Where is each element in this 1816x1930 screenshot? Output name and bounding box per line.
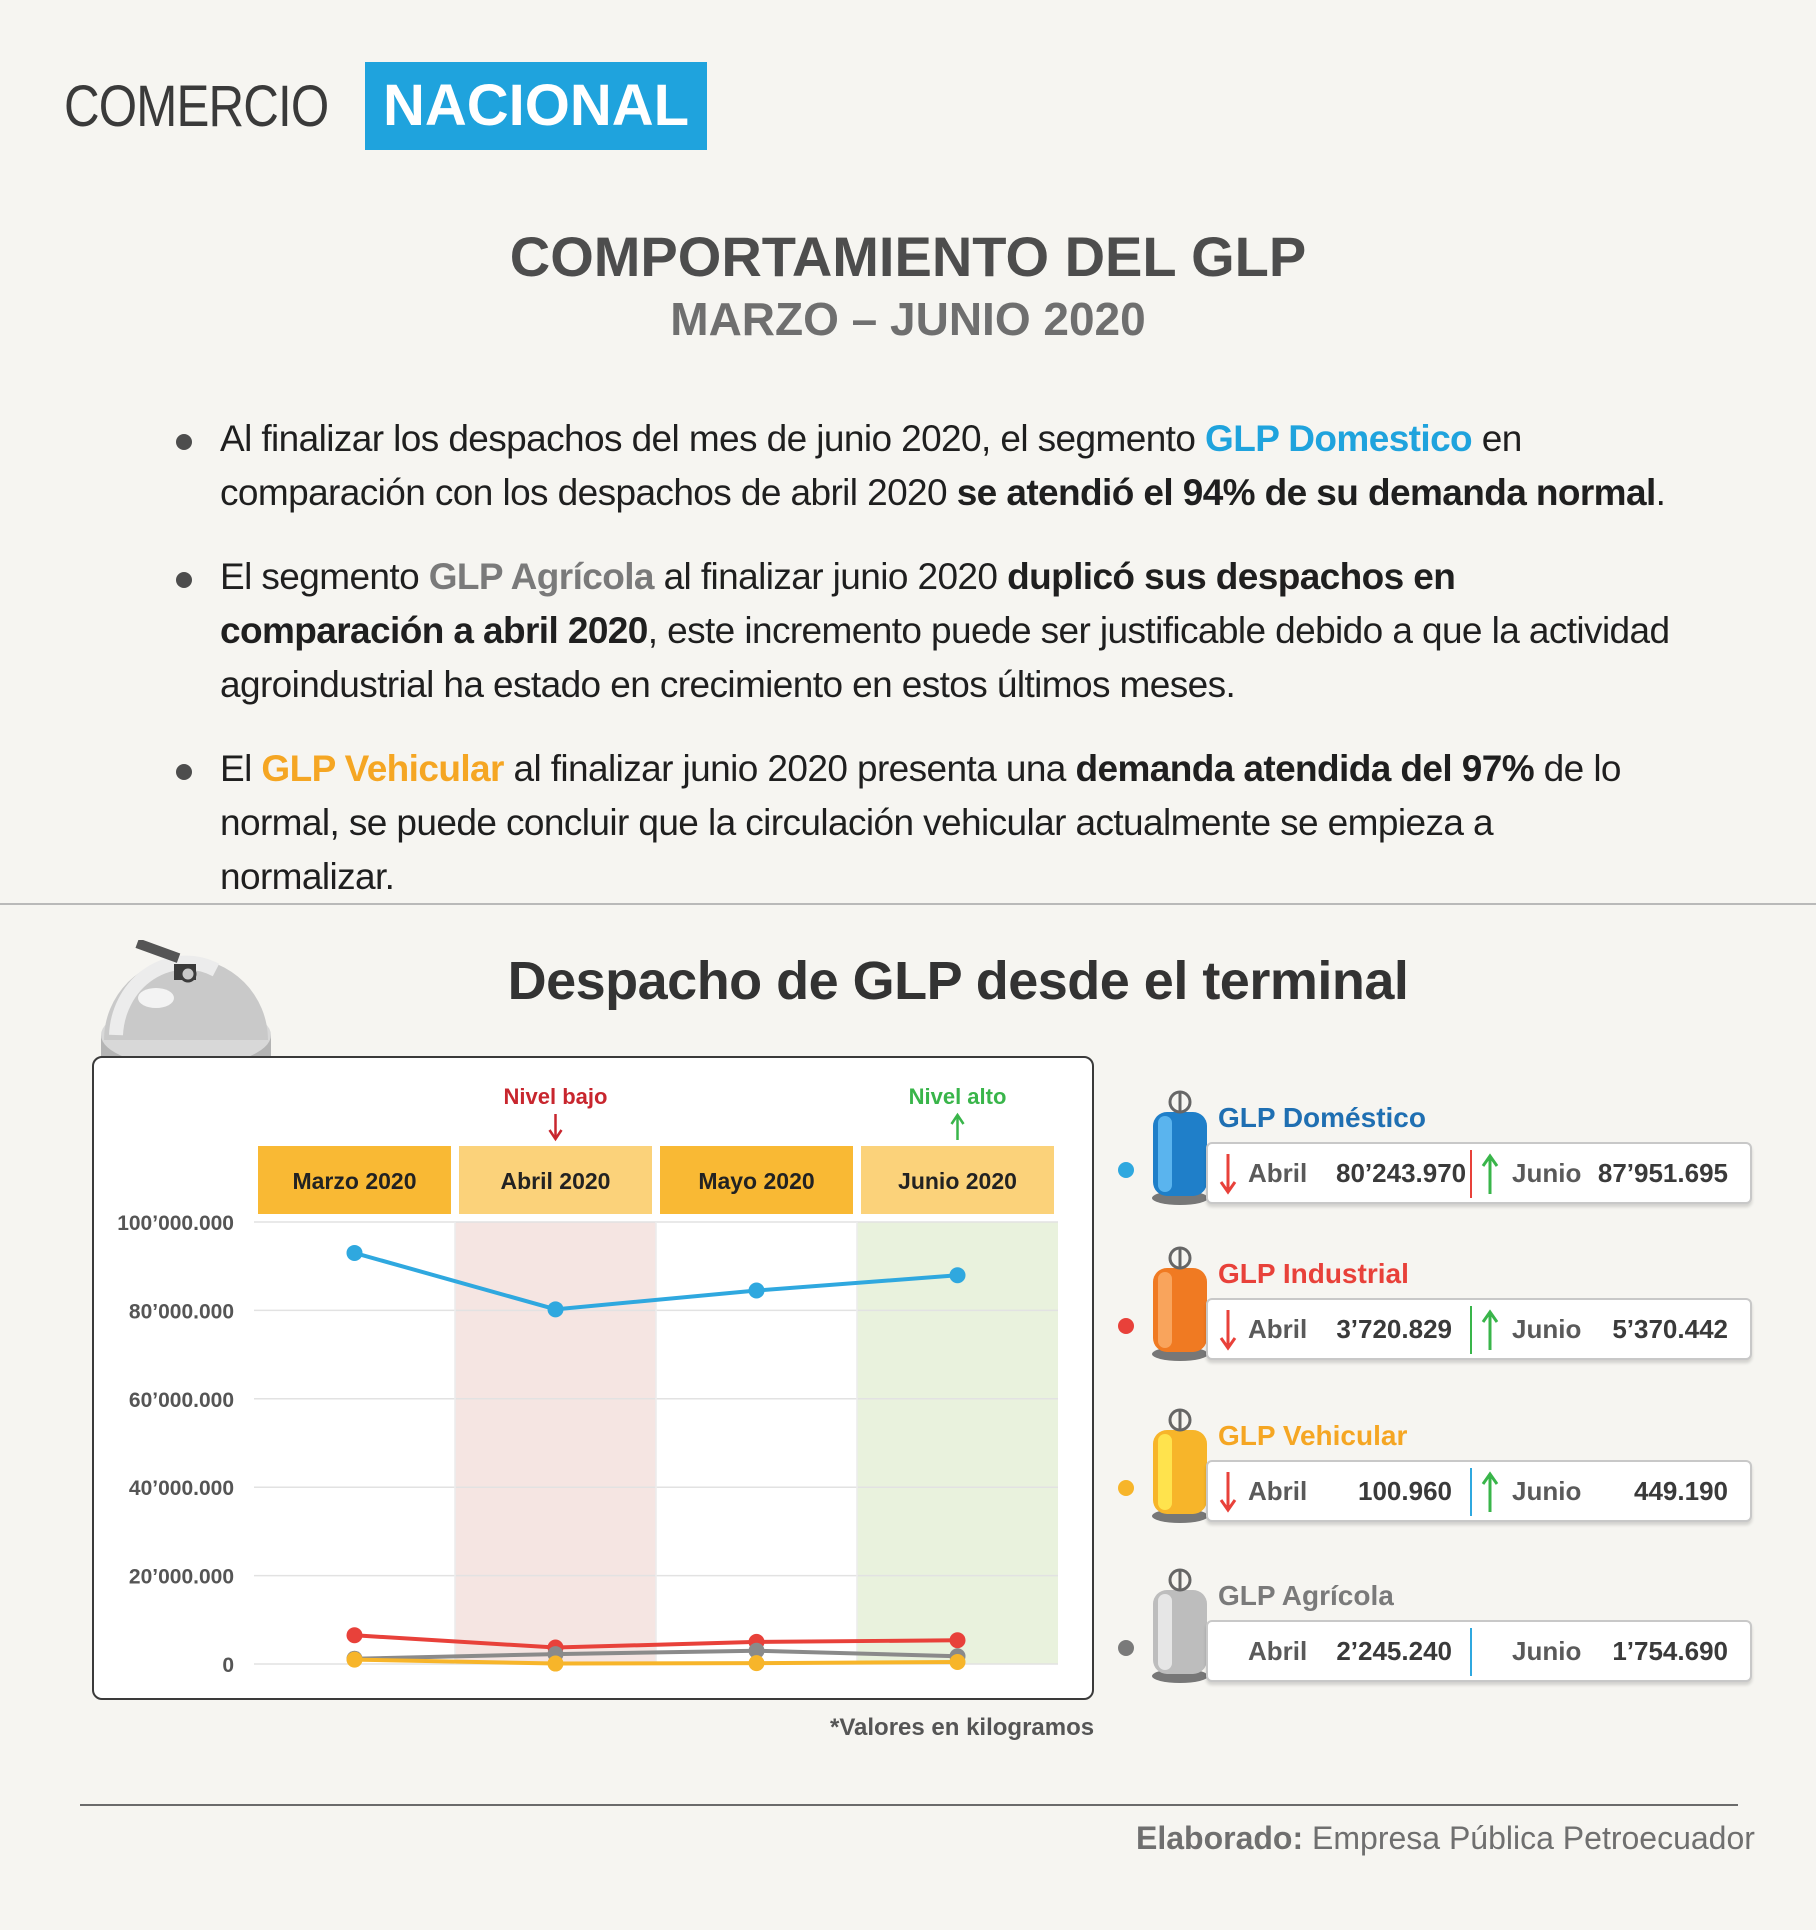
bullet-bold: se atendió el 94% de su demanda normal	[956, 472, 1656, 513]
card-name: GLP Vehicular	[1218, 1420, 1408, 1451]
april-value: 100.960	[1358, 1476, 1452, 1506]
data-point-glp-domestico	[749, 1283, 765, 1299]
card-values	[1206, 1298, 1752, 1360]
y-tick-label: 20’000.000	[128, 1565, 234, 1589]
y-tick-label: 60’000.000	[128, 1388, 234, 1412]
chart-section-title: Despacho de GLP desde el terminal	[507, 951, 1409, 1011]
y-tick-label: 0	[222, 1654, 234, 1677]
card-name: GLP Doméstico	[1218, 1102, 1426, 1133]
april-value: 2’245.240	[1336, 1636, 1452, 1666]
series-dot-icon	[1118, 1318, 1134, 1334]
card-glp-domestico	[1100, 1090, 1816, 1250]
april-value: 80’243.970	[1336, 1158, 1467, 1188]
gas-cylinder-icon	[1150, 1408, 1210, 1523]
bullet-text: El segmento	[220, 556, 429, 597]
gas-cylinder-icon	[1150, 1090, 1210, 1205]
footer-text: Empresa Pública Petroecuador	[1303, 1820, 1755, 1856]
june-label: Junio	[1512, 1314, 1582, 1344]
april-label: Abril	[1248, 1158, 1308, 1188]
line-chart	[94, 1058, 1094, 1700]
card-values	[1206, 1142, 1752, 1204]
units-note: *Valores en kilogramos	[830, 1714, 1095, 1741]
april-label: Abril	[1248, 1314, 1308, 1344]
bullet-highlight: GLP Domestico	[1205, 418, 1473, 459]
data-point-glp-domestico	[950, 1267, 966, 1283]
annotation-low-label: Nivel bajo	[503, 1084, 608, 1109]
data-point-glp-domestico	[347, 1245, 363, 1261]
april-label: Abril	[1248, 1476, 1308, 1506]
bullet-item	[176, 742, 1676, 904]
arrow-down-icon	[1218, 1470, 1238, 1514]
card-name: GLP Agrícola	[1218, 1580, 1394, 1611]
arrow-up-icon	[1480, 1308, 1500, 1352]
card-separator	[1470, 1468, 1472, 1516]
data-point-glp-vehicular	[749, 1655, 765, 1671]
june-value: 5’370.442	[1612, 1314, 1728, 1344]
bullet-text: Al finalizar los despachos del mes de junio 2020, el segmento	[220, 418, 1206, 459]
card-glp-industrial	[1100, 1246, 1816, 1406]
gas-cylinder-icon	[1150, 1246, 1210, 1361]
bullet-bold: duplicó sus despachos en comparación a abril 2020	[220, 556, 1456, 651]
page-subtitle: MARZO – JUNIO 2020	[670, 293, 1146, 345]
june-value: 449.190	[1634, 1476, 1728, 1506]
footer-credit	[1136, 1820, 1755, 1857]
arrow-down-icon	[1218, 1308, 1238, 1352]
arrow-up-icon	[1480, 1152, 1500, 1196]
data-point-glp-industrial	[347, 1627, 363, 1643]
y-tick-label: 80’000.000	[128, 1300, 234, 1324]
arrow-up-icon	[1480, 1470, 1500, 1514]
section-divider	[0, 903, 1816, 905]
brand-logo	[64, 62, 707, 150]
bullet-highlight: GLP Agrícola	[428, 556, 654, 597]
footer-divider	[80, 1804, 1738, 1806]
bullet-text: , este incremento puede ser justificable debido a que la actividad agroindustrial ha estado en crecimiento en estos últimos meses.	[220, 610, 1670, 705]
category-label: Mayo 2020	[698, 1168, 815, 1194]
card-values	[1206, 1620, 1752, 1682]
card-separator	[1470, 1306, 1472, 1354]
bullet-item	[176, 550, 1676, 712]
june-label: Junio	[1512, 1476, 1582, 1506]
footer-label: Elaborado:	[1136, 1820, 1304, 1856]
card-name: GLP Industrial	[1218, 1258, 1409, 1289]
arrow-down-icon	[1218, 1152, 1238, 1196]
bullet-text: El	[220, 748, 262, 789]
category-label: Abril 2020	[500, 1168, 611, 1194]
chart-panel	[92, 1056, 1094, 1700]
april-label: Abril	[1248, 1636, 1308, 1666]
june-value: 87’951.695	[1597, 1158, 1728, 1188]
category-label: Junio 2020	[898, 1168, 1017, 1194]
annotation-high-label: Nivel alto	[908, 1084, 1007, 1109]
april-value: 3’720.829	[1336, 1314, 1452, 1344]
y-tick-label: 40’000.000	[128, 1477, 234, 1501]
bullet-dot-icon	[176, 572, 192, 588]
page-title: COMPORTAMIENTO DEL GLP	[509, 225, 1307, 288]
bullet-dot-icon	[176, 434, 192, 450]
bullet-bold: demanda atendida del 97%	[1075, 748, 1534, 789]
card-separator	[1470, 1628, 1472, 1676]
june-label: Junio	[1512, 1636, 1582, 1666]
card-separator	[1470, 1150, 1472, 1198]
june-value: 1’754.690	[1612, 1636, 1728, 1666]
bullet-item	[176, 412, 1676, 520]
brand-part1: COMERCIO	[64, 73, 329, 139]
data-point-glp-industrial	[950, 1632, 966, 1648]
data-point-glp-vehicular	[950, 1654, 966, 1670]
bullet-text: al finalizar junio 2020 presenta una	[503, 748, 1076, 789]
bullet-highlight: GLP Vehicular	[261, 748, 504, 789]
card-values	[1206, 1460, 1752, 1522]
bullet-text: en comparación con los despachos de abril 2020	[220, 418, 1522, 513]
series-dot-icon	[1118, 1480, 1134, 1496]
series-dot-icon	[1118, 1640, 1134, 1656]
y-tick-label: 100’000.000	[117, 1212, 234, 1235]
bullet-text: al finalizar junio 2020	[653, 556, 1008, 597]
card-glp-vehicular	[1100, 1408, 1816, 1568]
card-glp-agricola	[1100, 1568, 1816, 1728]
data-point-glp-vehicular	[548, 1656, 564, 1672]
series-dot-icon	[1118, 1162, 1134, 1178]
high-level-band	[857, 1222, 1058, 1664]
data-point-glp-domestico	[548, 1301, 564, 1317]
gas-cylinder-icon	[1150, 1568, 1210, 1683]
bullet-text: .	[1655, 472, 1666, 513]
june-label: Junio	[1512, 1158, 1582, 1188]
brand-part2: NACIONAL	[365, 62, 707, 150]
summary-bullets	[176, 412, 1676, 934]
bullet-dot-icon	[176, 764, 192, 780]
data-point-glp-vehicular	[347, 1652, 363, 1668]
bullet-text: de lo normal, se puede concluir que la circulación vehicular actualmente se empieza a normalizar.	[220, 748, 1621, 897]
category-label: Marzo 2020	[292, 1168, 417, 1194]
